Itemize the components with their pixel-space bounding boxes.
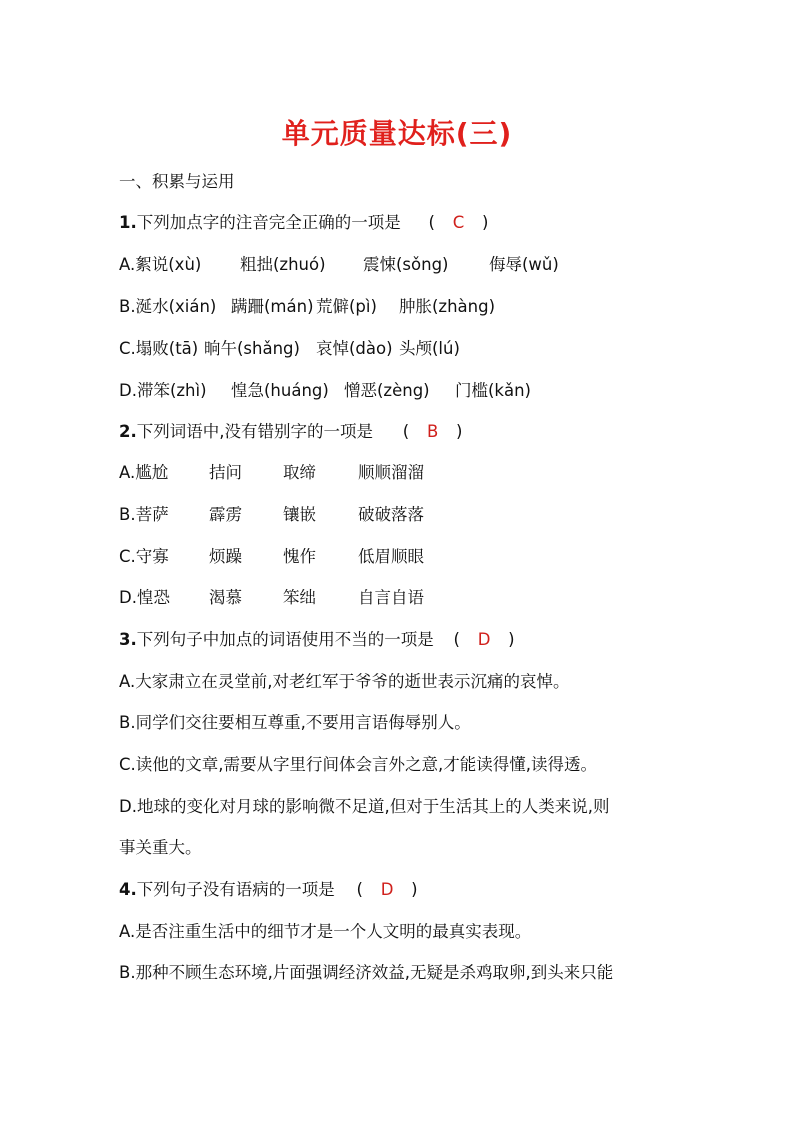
answer-mark: B xyxy=(426,422,439,441)
option-text: C.读他的文章,需要从字里行间体会言外之意,才能读得懂,读得透。 xyxy=(119,755,598,774)
answer-paren-close: ) xyxy=(411,880,418,899)
answer-mark: C xyxy=(452,213,465,232)
answer-paren-close: ) xyxy=(508,630,515,649)
option-text: 晌午(shǎng) xyxy=(204,339,300,358)
question-3 xyxy=(119,628,515,652)
option-text: B.那种不顾生态环境,片面强调经济效益,无疑是杀鸡取卵,到头来只能 xyxy=(119,963,614,982)
option-text: D.惶恐 xyxy=(119,588,170,607)
option-text: 笨绌 xyxy=(283,588,316,607)
option-text: 愧作 xyxy=(283,547,316,566)
option-text: A.是否注重生活中的细节才是一个人文明的最真实表现。 xyxy=(119,922,532,941)
option-text: 低眉顺眼 xyxy=(358,547,424,566)
option-text: 自言自语 xyxy=(358,588,424,607)
question-number: 2. xyxy=(119,422,137,441)
question-text: 下列加点字的注音完全正确的一项是 xyxy=(136,213,401,232)
option-text: 头颅(lú) xyxy=(399,339,460,358)
answer-paren-open: ( xyxy=(453,630,460,649)
answer-mark: D xyxy=(477,630,491,649)
question-number: 3. xyxy=(119,630,137,649)
option-text: 惶急(huáng) xyxy=(231,381,329,400)
question-2 xyxy=(119,420,462,444)
option-text: 烦躁 xyxy=(209,547,242,566)
option-text: B.菩萨 xyxy=(119,505,169,524)
option-text: 哀悼(dào) xyxy=(316,339,393,358)
answer-paren-open: ( xyxy=(428,213,435,232)
option-text: 取缔 xyxy=(283,463,316,482)
question-text: 下列词语中,没有错别字的一项是 xyxy=(136,422,373,441)
option-text: A.尴尬 xyxy=(119,463,169,482)
option-text: 渴慕 xyxy=(209,588,242,607)
option-text: 肿胀(zhàng) xyxy=(399,297,496,316)
question-text: 下列句子没有语病的一项是 xyxy=(136,880,335,899)
option-text: 事关重大。 xyxy=(119,838,202,857)
option-text: D.地球的变化对月球的影响微不足道,但对于生活其上的人类来说,则 xyxy=(119,797,610,816)
option-text: C.守寡 xyxy=(119,547,169,566)
option-text: A.絮说(xù) xyxy=(119,255,202,274)
option-text: 拮问 xyxy=(209,463,242,482)
option-text: D.滞笨(zhì) xyxy=(119,381,207,400)
question-4 xyxy=(119,878,418,902)
question-text: 下列句子中加点的词语使用不当的一项是 xyxy=(136,630,434,649)
option-text: 顺顺溜溜 xyxy=(358,463,424,482)
option-text: B.涎水(xián) xyxy=(119,297,217,316)
question-number: 4. xyxy=(119,880,137,899)
option-text: 破破落落 xyxy=(358,505,424,524)
answer-paren-open: ( xyxy=(356,880,363,899)
question-number: 1. xyxy=(119,213,137,232)
option-text: 侮辱(wǔ) xyxy=(489,255,559,274)
option-text: 蹒跚(mán) xyxy=(231,297,314,316)
option-text: B.同学们交往要相互尊重,不要用言语侮辱别人。 xyxy=(119,713,471,732)
option-text: 震悚(sǒng) xyxy=(363,255,449,274)
answer-paren-close: ) xyxy=(456,422,463,441)
option-text: A.大家肃立在灵堂前,对老红军于爷爷的逝世表示沉痛的哀悼。 xyxy=(119,672,570,691)
option-text: 荒僻(pì) xyxy=(316,297,377,316)
option-text: 霹雳 xyxy=(209,505,242,524)
answer-paren-open: ( xyxy=(402,422,410,441)
section-heading: 一、积累与运用 xyxy=(119,172,235,191)
answer-paren-close: ) xyxy=(481,213,489,232)
question-1 xyxy=(119,211,488,235)
answer-mark: D xyxy=(380,880,394,899)
option-text: 憎恶(zèng) xyxy=(344,381,430,400)
option-text: 门槛(kǎn) xyxy=(455,381,531,400)
option-text: 镶嵌 xyxy=(283,505,316,524)
page-title: 单元质量达标(三) xyxy=(281,117,513,150)
option-text: 粗拙(zhuó) xyxy=(240,255,326,274)
option-text: C.塌败(tā) xyxy=(119,339,199,358)
